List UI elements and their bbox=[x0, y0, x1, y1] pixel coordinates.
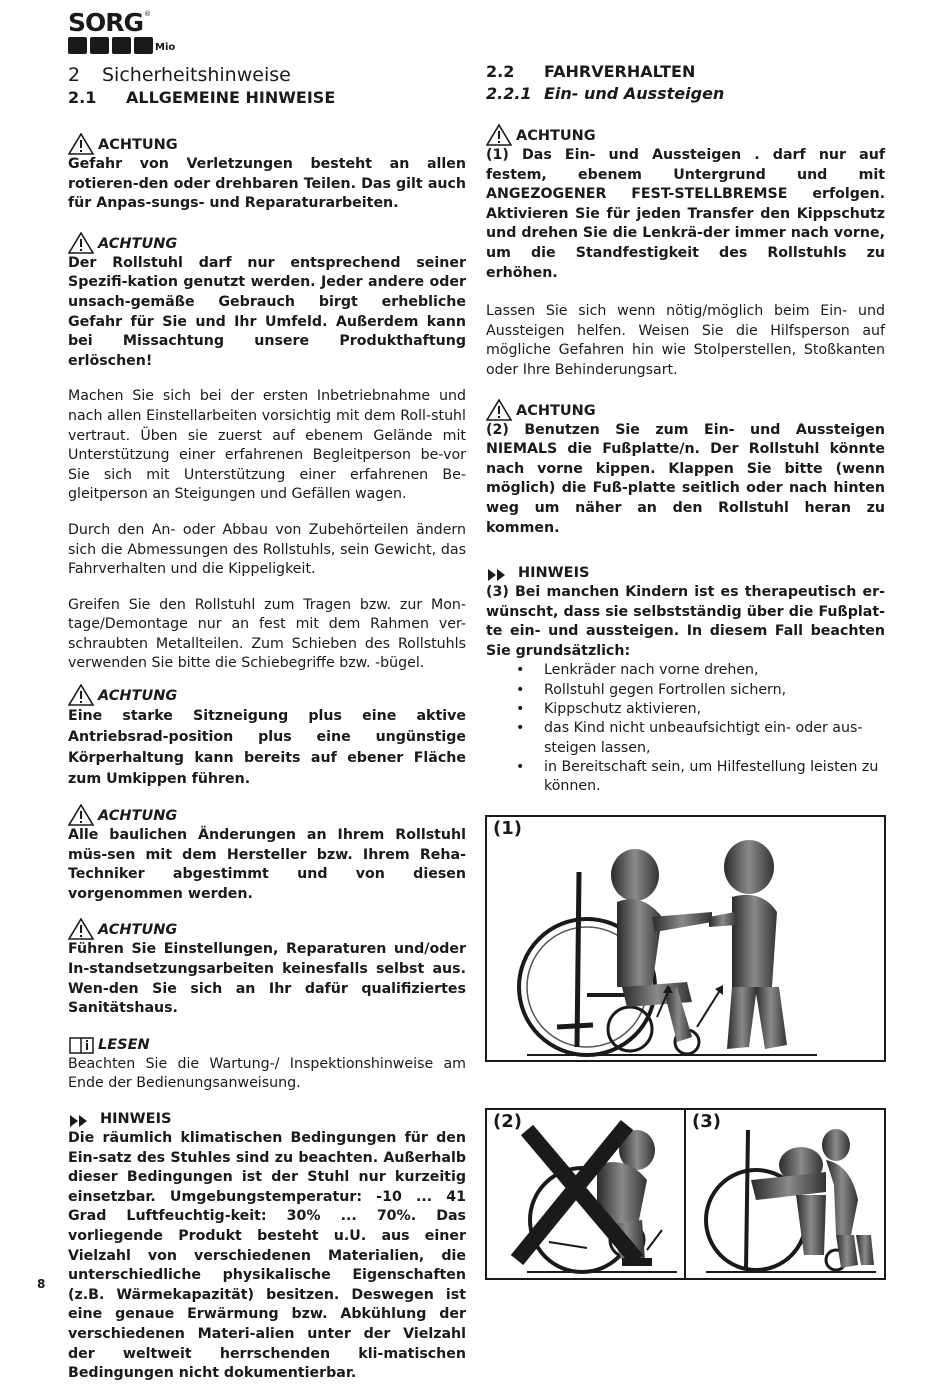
warning-heading bbox=[68, 133, 466, 155]
warning-text: Der Rollstuhl darf nur entsprechend seiner Spezifi-kation genutzt werden. Jeder andere oder unsach-gemäße Gebrauch birgt erhebliche Gefahr für Sie und Ihr Umfeld. Außerdem kann bei Missachtung unsere Produkthaftung erlöschen! bbox=[68, 254, 466, 369]
warning-heading bbox=[68, 804, 466, 826]
warning-triangle-icon bbox=[486, 124, 514, 146]
list-item: • in Bereitschaft sein, um Hilfestellung leisten zu können. bbox=[486, 758, 885, 797]
warning-heading bbox=[486, 124, 885, 146]
warning-text: Gefahr von Verletzungen besteht an allen rotieren-den oder drehbaren Teilen. Das gilt auch für Anpas-sungs- und Reparaturarbeiten. bbox=[68, 156, 466, 212]
logo-blocks bbox=[68, 37, 153, 54]
note-heading bbox=[68, 1110, 466, 1129]
warning-text: Eine starke Sitzneigung plus eine aktive Antriebsrad-position plus eine ungünstige Körperhaltung kann bereits auf ebener Fläche zum Umkippen führen. bbox=[68, 708, 466, 788]
note-label: HINWEIS bbox=[100, 1111, 172, 1127]
figure-2-illustration bbox=[487, 1110, 684, 1278]
warning-text: (1) Das Ein- und Aussteigen . darf nur auf festem, ebenem Untergrund und mit ANGEZOGENER FEST-STELLBREMSE erfolgen. Aktivieren Sie für jeden Transfer den Kippschutz und drehen Sie die Lenkrä-der immer nach vorne, um die Standfestigkeit des Rollstuhls zu erhöhen. bbox=[486, 147, 885, 281]
warning-heading bbox=[68, 918, 466, 940]
sorg-logo bbox=[68, 10, 188, 56]
page-number: 8 bbox=[37, 1277, 46, 1291]
body-paragraph: Lassen Sie sich wenn nötig/möglich beim Ein- und Aussteigen helfen. Weisen Sie die Hilfsperson auf mögliche Gefahren hin wie Stolperstellen, Stoßkanten oder Ihre Behinderungsart. bbox=[486, 303, 885, 378]
subsection-heading bbox=[486, 62, 885, 82]
subsubsection-number: 2.2.1 bbox=[486, 84, 532, 103]
warning-label: ACHTUNG bbox=[516, 402, 596, 419]
figure-label: (1) bbox=[493, 818, 522, 839]
note-label: HINWEIS bbox=[518, 565, 590, 582]
double-arrow-icon bbox=[486, 567, 512, 583]
warning-label: ACHTUNG bbox=[516, 128, 596, 144]
figure-3-child-transfer bbox=[684, 1108, 886, 1280]
subsection-title: ALLGEMEINE HINWEISE bbox=[126, 88, 336, 107]
subsection-number: 2.2 bbox=[486, 62, 515, 81]
warning-triangle-icon bbox=[68, 918, 96, 940]
warning-label: ACHTUNG bbox=[98, 922, 178, 939]
warning-triangle-icon bbox=[68, 232, 96, 254]
subsection-number: 2.1 bbox=[68, 88, 97, 107]
warning-heading bbox=[68, 232, 466, 254]
figure-label: (2) bbox=[493, 1111, 522, 1132]
section-number: 2 bbox=[68, 64, 81, 86]
warning-triangle-icon bbox=[68, 133, 96, 155]
list-item: • Lenkräder nach vorne drehen, bbox=[486, 661, 885, 680]
subsection-heading bbox=[68, 88, 466, 108]
warning-triangle-icon bbox=[486, 399, 514, 421]
section-title: Sicherheitshinweise bbox=[102, 64, 291, 86]
note-heading bbox=[486, 564, 885, 583]
figure-3-illustration bbox=[686, 1110, 884, 1278]
figure-1-illustration bbox=[487, 817, 884, 1060]
section-heading bbox=[68, 62, 466, 88]
list-item: • Rollstuhl gegen Fortrollen sichern, bbox=[486, 681, 885, 700]
read-text: Beachten Sie die Wartung-/ Inspektionshinweise am Ende der Bedienungsanweisung. bbox=[68, 1055, 466, 1092]
body-paragraph: Durch den An- oder Abbau von Zubehörteilen ändern sich die Abmessungen des Rollstuhls, sein Gewicht, das Fahrverhalten und die Kippeligkeit. bbox=[68, 521, 466, 578]
list-item: • Kippschutz aktivieren, bbox=[486, 700, 885, 719]
left-column bbox=[68, 62, 466, 1384]
warning-label: ACHTUNG bbox=[98, 235, 178, 252]
warning-text: (2) Benutzen Sie zum Ein- und Aussteigen NIEMALS die Fußplatte/n. Der Rollstuhl könnte nach vorne kippen. Klappen Sie bitte (wenn möglich) die Fuß-platte seitlich oder nach hinten weg um näher an den Rollstuhl heran zu kommen. bbox=[486, 421, 885, 536]
list-item: • das Kind nicht unbeaufsichtigt ein- oder aus-steigen lassen, bbox=[486, 719, 885, 758]
logo-brand: SORG bbox=[68, 8, 144, 37]
warning-text: Führen Sie Einstellungen, Reparaturen und/oder In-standsetzungsarbeiten keinesfalls selbst aus. Wen-den Sie sich an Ihr dafür qualifiziertes Sanitätshaus. bbox=[68, 941, 466, 1017]
read-label: LESEN bbox=[98, 1036, 150, 1053]
read-heading bbox=[68, 1035, 466, 1055]
figure-1-transfer-assist bbox=[485, 815, 886, 1062]
figure-label: (3) bbox=[692, 1111, 721, 1132]
warning-label: ACHTUNG bbox=[98, 808, 178, 825]
bullet-list bbox=[486, 661, 885, 796]
warning-label: ACHTUNG bbox=[98, 137, 178, 153]
body-paragraph: Machen Sie sich bei der ersten Inbetriebnahme und nach allen Einstellarbeiten vorsichtig mit dem Roll-stuhl vertraut. Üben sie zuerst auf ebenem Gelände mit Unterstützung einer erfahrenen Begleitperson be-vor Sie sich mit Unterstützung einer erfahrenen Be-gleitperson an Steigungen und Gefällen wagen. bbox=[68, 388, 466, 503]
warning-triangle-icon bbox=[68, 804, 96, 826]
warning-heading bbox=[68, 684, 466, 706]
right-column bbox=[486, 62, 885, 797]
warning-triangle-icon bbox=[68, 684, 96, 706]
subsubsection-heading bbox=[486, 84, 885, 104]
note-text: (3) Bei manchen Kindern ist es therapeutisch er-wünscht, dass sie selbstständig über die Fußplat-te ein- und aussteigen. In diesem Fall beachten Sie grundsätzlich: bbox=[486, 584, 885, 659]
body-paragraph: Greifen Sie den Rollstuhl zum Tragen bzw. zur Mon-tage/Demontage nur an fest mit dem Rahmen ver-schraubten Metallteilen. Zum Schieben des Rollstuhls verwenden Sie bitte die Schiebegriffe bzw. -bügel. bbox=[68, 596, 466, 672]
warning-label: ACHTUNG bbox=[98, 688, 178, 705]
logo-model: Mio bbox=[155, 42, 176, 53]
subsection-title: FAHRVERHALTEN bbox=[544, 62, 696, 81]
warning-text: Alle baulichen Änderungen an Ihrem Rollstuhl müs-sen mit dem Hersteller bzw. Ihrem Reha-Techniker abgestimmt und von diesen vorgenommen werden. bbox=[68, 827, 466, 902]
figure-2-wrong-transfer bbox=[485, 1108, 686, 1280]
double-arrow-icon bbox=[68, 1113, 94, 1129]
subsubsection-title: Ein- und Aussteigen bbox=[544, 84, 725, 103]
book-info-icon bbox=[68, 1035, 96, 1055]
logo-registered-mark: ® bbox=[144, 10, 151, 18]
warning-heading bbox=[486, 399, 885, 421]
note-text: Die räumlich klimatischen Bedingungen für den Ein-satz des Stuhles sind zu beachten. Außerhalb dieser Bedingungen ist der Stuhl nur kurzeitig einsetzbar. Umgebungstemperatur: -10 ... 41 Grad Luftfeuchtig-keit: 30% ... 70%. Das vorliegende Produkt besteht u.U. aus einer Vielzahl von verschiedenen Materialien, die unterschiedliche physikalische Eigenschaften (z.B. Wärmekapazität) besitzen. Deswegen ist eine genaue Erwärmung bzw. Abkühlung der verschiedenen Materi-alien unter der Vielzahl der weltweit herrschenden kli-matischen Bedingungen nicht dokumentierbar. bbox=[68, 1130, 466, 1382]
